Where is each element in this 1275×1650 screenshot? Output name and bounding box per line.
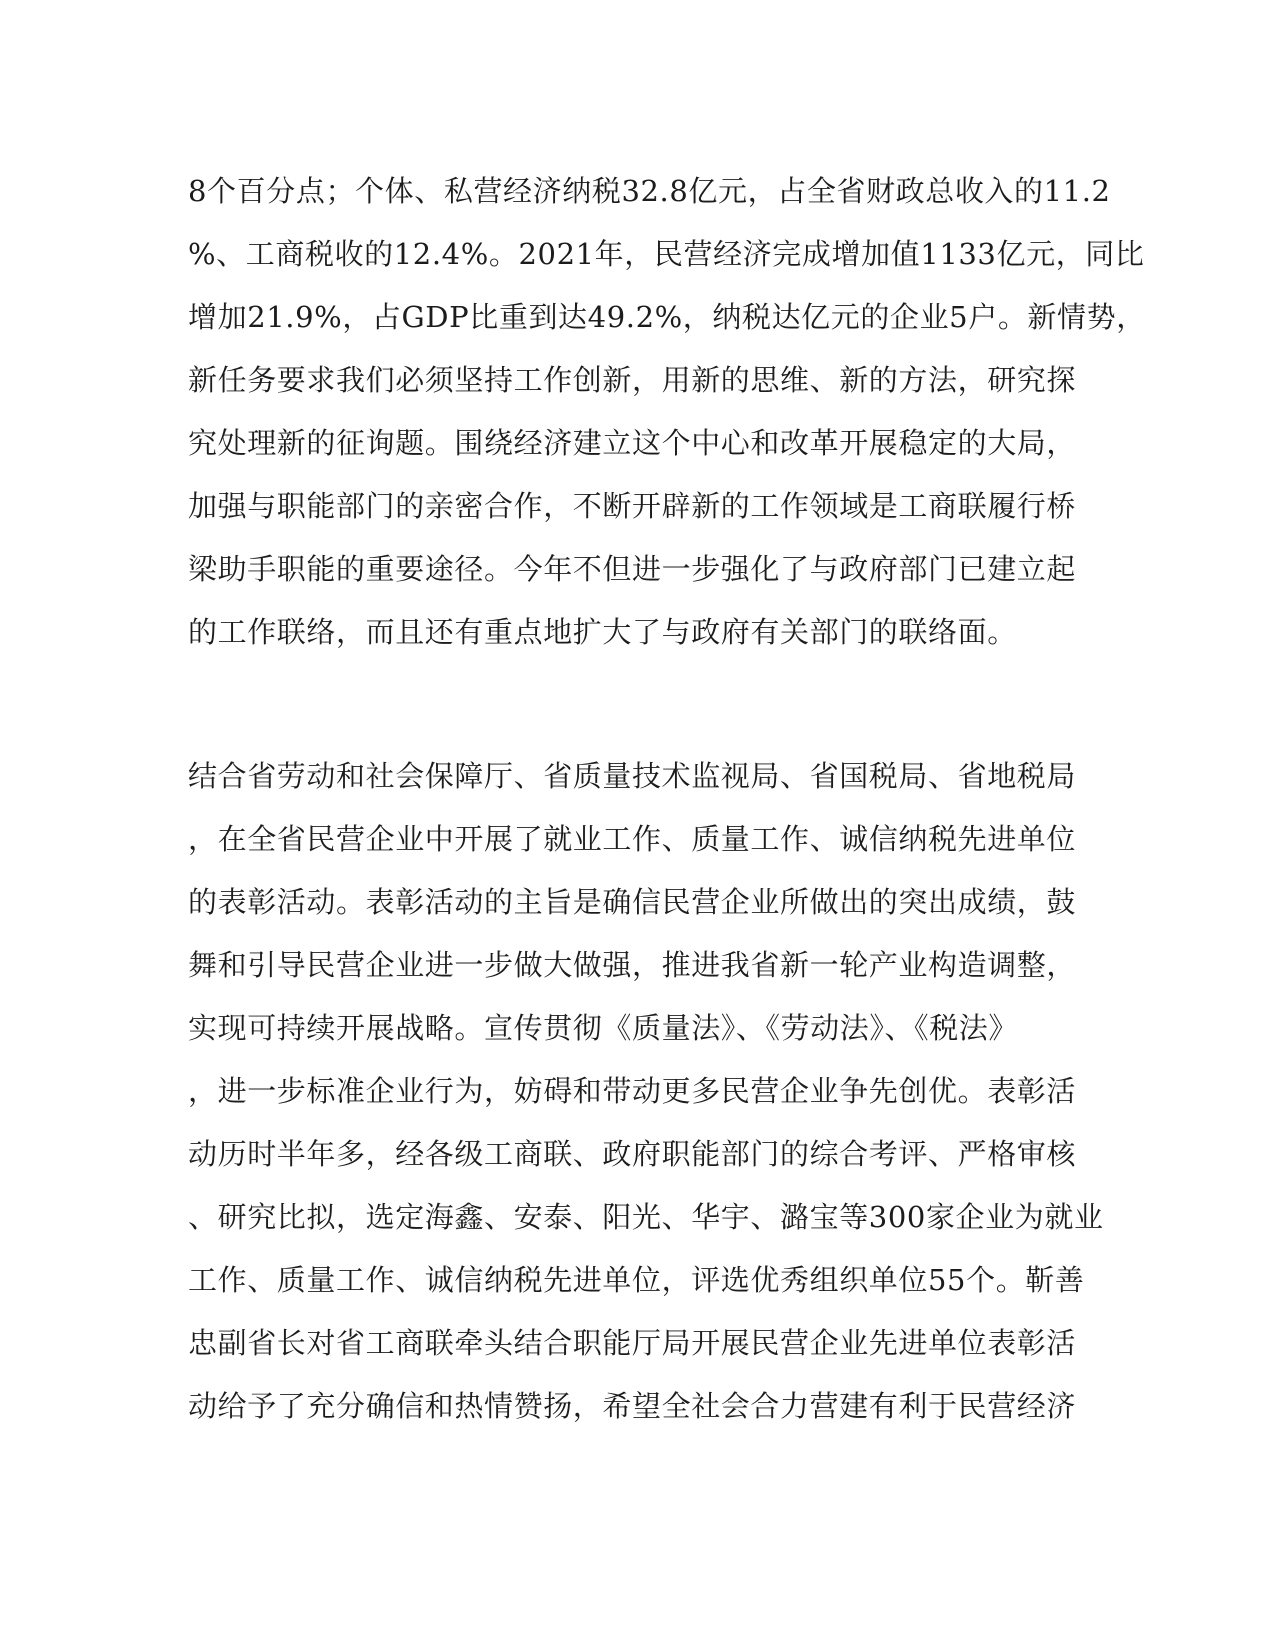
text-line: 新任务要求我们必须坚持工作创新，用新的思维、新的方法，研究探 (188, 363, 1077, 397)
text-line: 舞和引导民营企业进一步做大做强，推进我省新一轮产业构造调整， (188, 948, 1077, 982)
text-line: ，在全省民营企业中开展了就业工作、质量工作、诚信纳税先进单位 (188, 822, 1077, 856)
text-line: ，进一步标准企业行为，妨碍和带动更多民营企业争先创优。表彰活 (188, 1074, 1077, 1108)
text-line: 梁助手职能的重要途径。今年不但进一步强化了与政府部门已建立起 (188, 552, 1077, 586)
text-line: 的工作联络，而且还有重点地扩大了与政府有关部门的联络面。 (188, 615, 1017, 649)
text-line: 结合省劳动和社会保障厅、省质量技术监视局、省国税局、省地税局 (188, 759, 1077, 793)
text-line: 增加21.9%，占GDP比重到达49.2%，纳税达亿元的企业5户。新情势， (188, 300, 1146, 334)
text-line: 工作、质量工作、诚信纳税先进单位，评选优秀组织单位55个。靳善 (188, 1263, 1085, 1297)
text-line: 实现可持续开展战略。宣传贯彻《质量法》、《劳动法》、《税法》 (188, 1011, 1019, 1045)
paragraph-2 (188, 745, 1104, 1438)
text-line: 加强与职能部门的亲密合作，不断开辟新的工作领域是工商联履行桥 (188, 489, 1077, 523)
text-line: %、工商税收的12.4%。2021年，民营经济完成增加值1133亿元，同比 (188, 237, 1145, 271)
text-line: 8个百分点；个体、私营经济纳税32.8亿元，占全省财政总收入的11.2 (188, 174, 1111, 208)
text-line: 动给予了充分确信和热情赞扬，希望全社会合力营建有利于民营经济 (188, 1389, 1077, 1423)
text-line: 的表彰活动。表彰活动的主旨是确信民营企业所做出的突出成绩，鼓 (188, 885, 1077, 919)
paragraph-1 (188, 160, 1146, 664)
text-line: 忠副省长对省工商联牵头结合职能厅局开展民营企业先进单位表彰活 (188, 1326, 1077, 1360)
text-line: 、研究比拟，选定海鑫、安泰、阳光、华宇、潞宝等300家企业为就业 (188, 1200, 1104, 1234)
text-line: 动历时半年多，经各级工商联、政府职能部门的综合考评、严格审核 (188, 1137, 1077, 1171)
text-line: 究处理新的征询题。围绕经济建立这个中心和改革开展稳定的大局， (188, 426, 1077, 460)
